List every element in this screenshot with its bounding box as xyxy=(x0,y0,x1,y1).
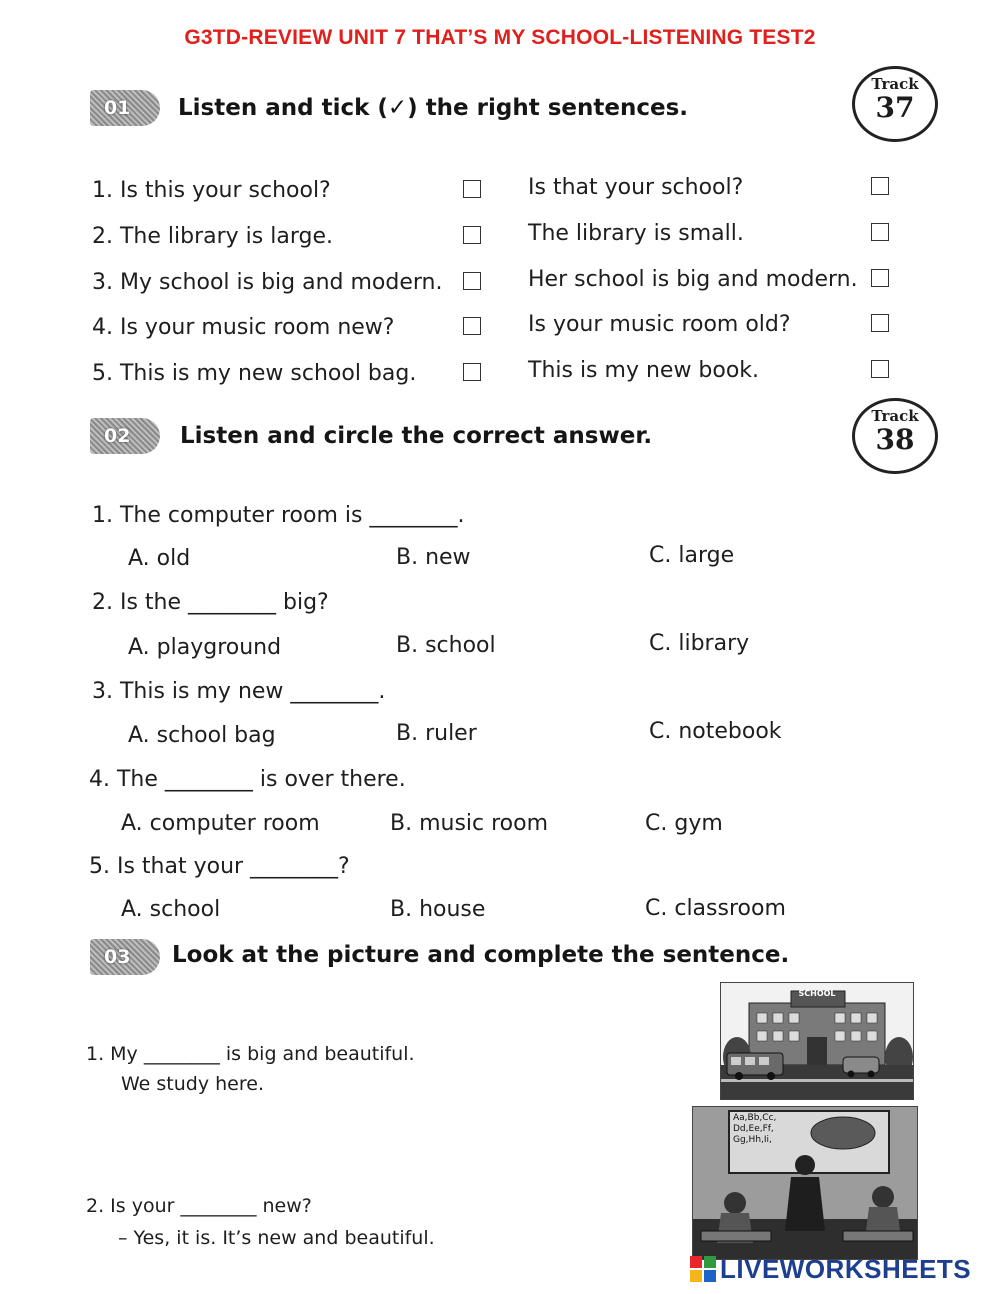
s3-item-1-line-1: 1. My ________ is big and beautiful. xyxy=(86,1043,415,1065)
s1-item-4-left: 4. Is your music room new? xyxy=(92,315,395,340)
school-building-picture xyxy=(720,982,914,1100)
s1-item-3-right-checkbox[interactable] xyxy=(871,269,889,287)
s2-q3-option-b[interactable]: B. ruler xyxy=(396,721,477,746)
s1-item-3-left-checkbox[interactable] xyxy=(463,272,481,290)
s2-q1-option-b[interactable]: B. new xyxy=(396,545,471,570)
s2-question-1: 1. The computer room is ________. xyxy=(92,503,465,528)
s2-question-3: 3. This is my new ________. xyxy=(92,679,386,704)
school-sign: SCHOOL xyxy=(798,989,836,998)
s2-question-4: 4. The ________ is over there. xyxy=(89,767,406,792)
s2-question-2: 2. Is the ________ big? xyxy=(92,590,329,615)
section-1-heading: Listen and tick (✓) the right sentences. xyxy=(178,95,689,121)
section-3-badge: 03 xyxy=(90,939,160,975)
track-number: 38 xyxy=(875,423,915,456)
s1-item-3-left: 3. My school is big and modern. xyxy=(92,270,443,295)
s1-item-5-left-checkbox[interactable] xyxy=(463,363,481,381)
s1-item-2-right-checkbox[interactable] xyxy=(871,223,889,241)
section-2-badge: 02 xyxy=(90,418,160,454)
s2-q3-option-a[interactable]: A. school bag xyxy=(128,723,276,748)
s2-q5-option-a[interactable]: A. school xyxy=(121,897,221,922)
track-37-badge xyxy=(852,66,938,142)
s2-q2-option-c[interactable]: C. library xyxy=(649,631,750,656)
s3-item-2-line-2: – Yes, it is. It’s new and beautiful. xyxy=(118,1227,435,1249)
board-line-2: Dd,Ee,Ff, xyxy=(733,1124,774,1134)
liveworksheets-logo-icon xyxy=(690,1256,716,1282)
s1-item-1-right: Is that your school? xyxy=(528,175,744,200)
s1-item-2-right: The library is small. xyxy=(528,221,744,246)
s1-item-5-right-checkbox[interactable] xyxy=(871,360,889,378)
s2-q1-option-a[interactable]: A. old xyxy=(128,546,191,571)
board-line-1: Aa,Bb,Cc, xyxy=(733,1113,777,1123)
section-3-heading: Look at the picture and complete the sentence. xyxy=(172,942,790,968)
classroom-drawing xyxy=(693,1107,917,1259)
s2-q3-option-c[interactable]: C. notebook xyxy=(649,719,782,744)
s1-item-1-right-checkbox[interactable] xyxy=(871,177,889,195)
s2-q2-option-b[interactable]: B. school xyxy=(396,633,496,658)
board-line-3: Gg,Hh,Ii, xyxy=(733,1135,772,1145)
page-title: G3TD-REVIEW UNIT 7 THAT’S MY SCHOOL-LISTENING TEST2 xyxy=(184,26,816,49)
s2-q1-option-c[interactable]: C. large xyxy=(649,543,735,568)
s1-item-5-right: This is my new book. xyxy=(528,358,760,383)
track-label: Track xyxy=(871,407,919,425)
s1-item-2-left: 2. The library is large. xyxy=(92,224,333,249)
s2-q4-option-a[interactable]: A. computer room xyxy=(121,811,320,836)
s1-item-4-right: Is your music room old? xyxy=(528,312,791,337)
s2-q4-option-b[interactable]: B. music room xyxy=(390,811,549,836)
s1-item-2-left-checkbox[interactable] xyxy=(463,226,481,244)
s1-item-1-left-checkbox[interactable] xyxy=(463,180,481,198)
s2-q5-option-b[interactable]: B. house xyxy=(390,897,486,922)
s1-item-4-right-checkbox[interactable] xyxy=(871,314,889,332)
s3-item-2-line-1: 2. Is your ________ new? xyxy=(86,1195,312,1217)
s2-q2-option-a[interactable]: A. playground xyxy=(128,635,282,660)
s2-q5-option-c[interactable]: C. classroom xyxy=(645,896,786,921)
board-text xyxy=(733,1113,776,1146)
s1-item-5-left: 5. This is my new school bag. xyxy=(92,361,417,386)
section-2-heading: Listen and circle the correct answer. xyxy=(180,423,653,449)
school-building-drawing xyxy=(721,983,913,1099)
s1-item-1-left: 1. Is this your school? xyxy=(92,178,331,203)
classroom-picture xyxy=(692,1106,918,1260)
track-label: Track xyxy=(871,75,919,93)
s3-item-1-line-2: We study here. xyxy=(121,1073,264,1095)
section-1-badge: 01 xyxy=(90,90,160,126)
s2-q4-option-c[interactable]: C. gym xyxy=(645,811,723,836)
s1-item-4-left-checkbox[interactable] xyxy=(463,317,481,335)
s1-item-3-right: Her school is big and modern. xyxy=(528,267,858,292)
s2-question-5: 5. Is that your ________? xyxy=(89,854,350,879)
track-number: 37 xyxy=(875,91,915,124)
track-38-badge xyxy=(852,398,938,474)
liveworksheets-wordmark[interactable]: LIVEWORKSHEETS xyxy=(720,1254,972,1284)
